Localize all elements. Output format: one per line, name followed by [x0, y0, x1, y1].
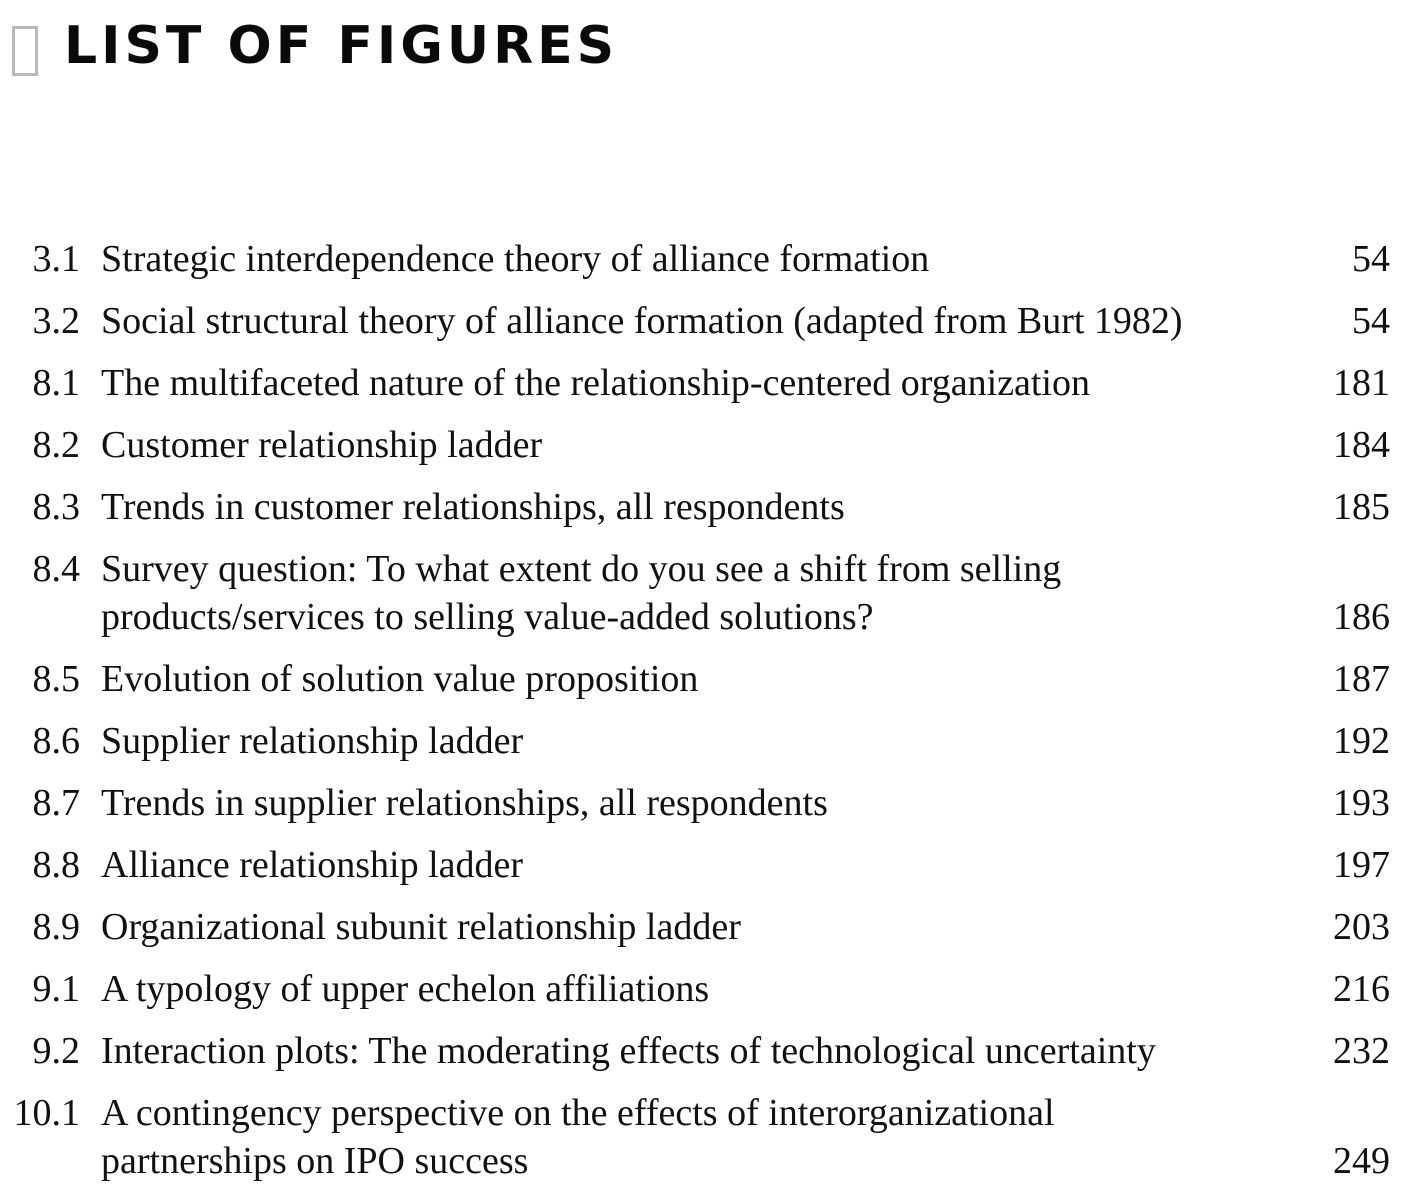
figure-number: 8.5 [32, 658, 80, 700]
figure-number: 8.8 [32, 844, 80, 886]
figure-entry[interactable] [0, 1027, 1424, 1089]
figure-caption-line-1: A contingency perspective on the effects of interorganizational [101, 1092, 1055, 1134]
figure-entry[interactable] [0, 1089, 1424, 1199]
figure-entry[interactable] [0, 717, 1424, 779]
figure-caption: Evolution of solution value proposition [101, 658, 699, 700]
figure-entry[interactable] [0, 483, 1424, 545]
figure-page-number: 181 [1333, 362, 1390, 404]
figure-caption-line-2: partnerships on IPO success [101, 1140, 529, 1182]
figure-caption: The multifaceted nature of the relationship-centered organization [101, 362, 1090, 404]
page-title: LIST OF FIGURES [64, 16, 619, 76]
figure-caption: A typology of upper echelon affiliations [101, 968, 710, 1010]
figure-number: 8.2 [32, 424, 80, 466]
figure-caption [101, 545, 1261, 641]
figure-entry[interactable] [0, 965, 1424, 1027]
figure-entry[interactable] [0, 297, 1424, 359]
figure-caption: Customer relationship ladder [101, 424, 543, 466]
figure-page-number: 184 [1333, 424, 1390, 466]
figure-number: 3.1 [32, 238, 80, 280]
figure-entry[interactable] [0, 841, 1424, 903]
figure-page-number: 232 [1333, 1030, 1390, 1072]
figure-number: 8.1 [32, 362, 80, 404]
figure-caption: Interaction plots: The moderating effects of technological uncertainty [101, 1030, 1156, 1072]
figure-entry[interactable] [0, 655, 1424, 717]
figure-page-number: 187 [1333, 658, 1390, 700]
figure-entry[interactable] [0, 545, 1424, 655]
figure-entry[interactable] [0, 779, 1424, 841]
figure-page-number: 54 [1352, 300, 1390, 342]
figure-page-number: 216 [1333, 968, 1390, 1010]
figure-page-number: 54 [1352, 238, 1390, 280]
figure-caption: Social structural theory of alliance formation (adapted from Burt 1982) [101, 300, 1183, 342]
figure-page-number: 192 [1333, 720, 1390, 762]
figure-caption: Trends in supplier relationships, all respondents [101, 782, 828, 824]
figure-number: 3.2 [32, 300, 80, 342]
figure-entry[interactable] [0, 359, 1424, 421]
figure-entry[interactable] [0, 903, 1424, 965]
figure-page-number: 203 [1333, 906, 1390, 948]
figure-number: 8.9 [32, 906, 80, 948]
figure-page-number: 186 [1333, 596, 1390, 638]
figure-page-number: 185 [1333, 486, 1390, 528]
figure-caption: Organizational subunit relationship ladder [101, 906, 741, 948]
figure-number: 10.1 [13, 1092, 80, 1134]
figure-entry[interactable] [0, 235, 1424, 297]
figure-list [0, 235, 1424, 1199]
figure-number: 8.3 [32, 486, 80, 528]
figure-entry[interactable] [0, 421, 1424, 483]
figure-caption: Supplier relationship ladder [101, 720, 524, 762]
figure-caption: Strategic interdependence theory of alliance formation [101, 238, 930, 280]
figure-caption [101, 1089, 1261, 1185]
figure-number: 9.1 [32, 968, 80, 1010]
figure-caption: Alliance relationship ladder [101, 844, 524, 886]
figure-caption-line-1: Survey question: To what extent do you see a shift from selling [101, 548, 1062, 590]
figure-caption: Trends in customer relationships, all respondents [101, 486, 845, 528]
figure-page-number: 193 [1333, 782, 1390, 824]
figure-caption-line-2: products/services to selling value-added solutions? [101, 596, 874, 638]
figure-number: 8.4 [32, 548, 80, 590]
figure-page-number: 197 [1333, 844, 1390, 886]
figure-number: 8.6 [32, 720, 80, 762]
figure-number: 9.2 [32, 1030, 80, 1072]
page-header [12, 16, 618, 76]
figure-number: 8.7 [32, 782, 80, 824]
figure-page-number: 249 [1333, 1140, 1390, 1182]
missing-glyph-icon [12, 26, 38, 76]
